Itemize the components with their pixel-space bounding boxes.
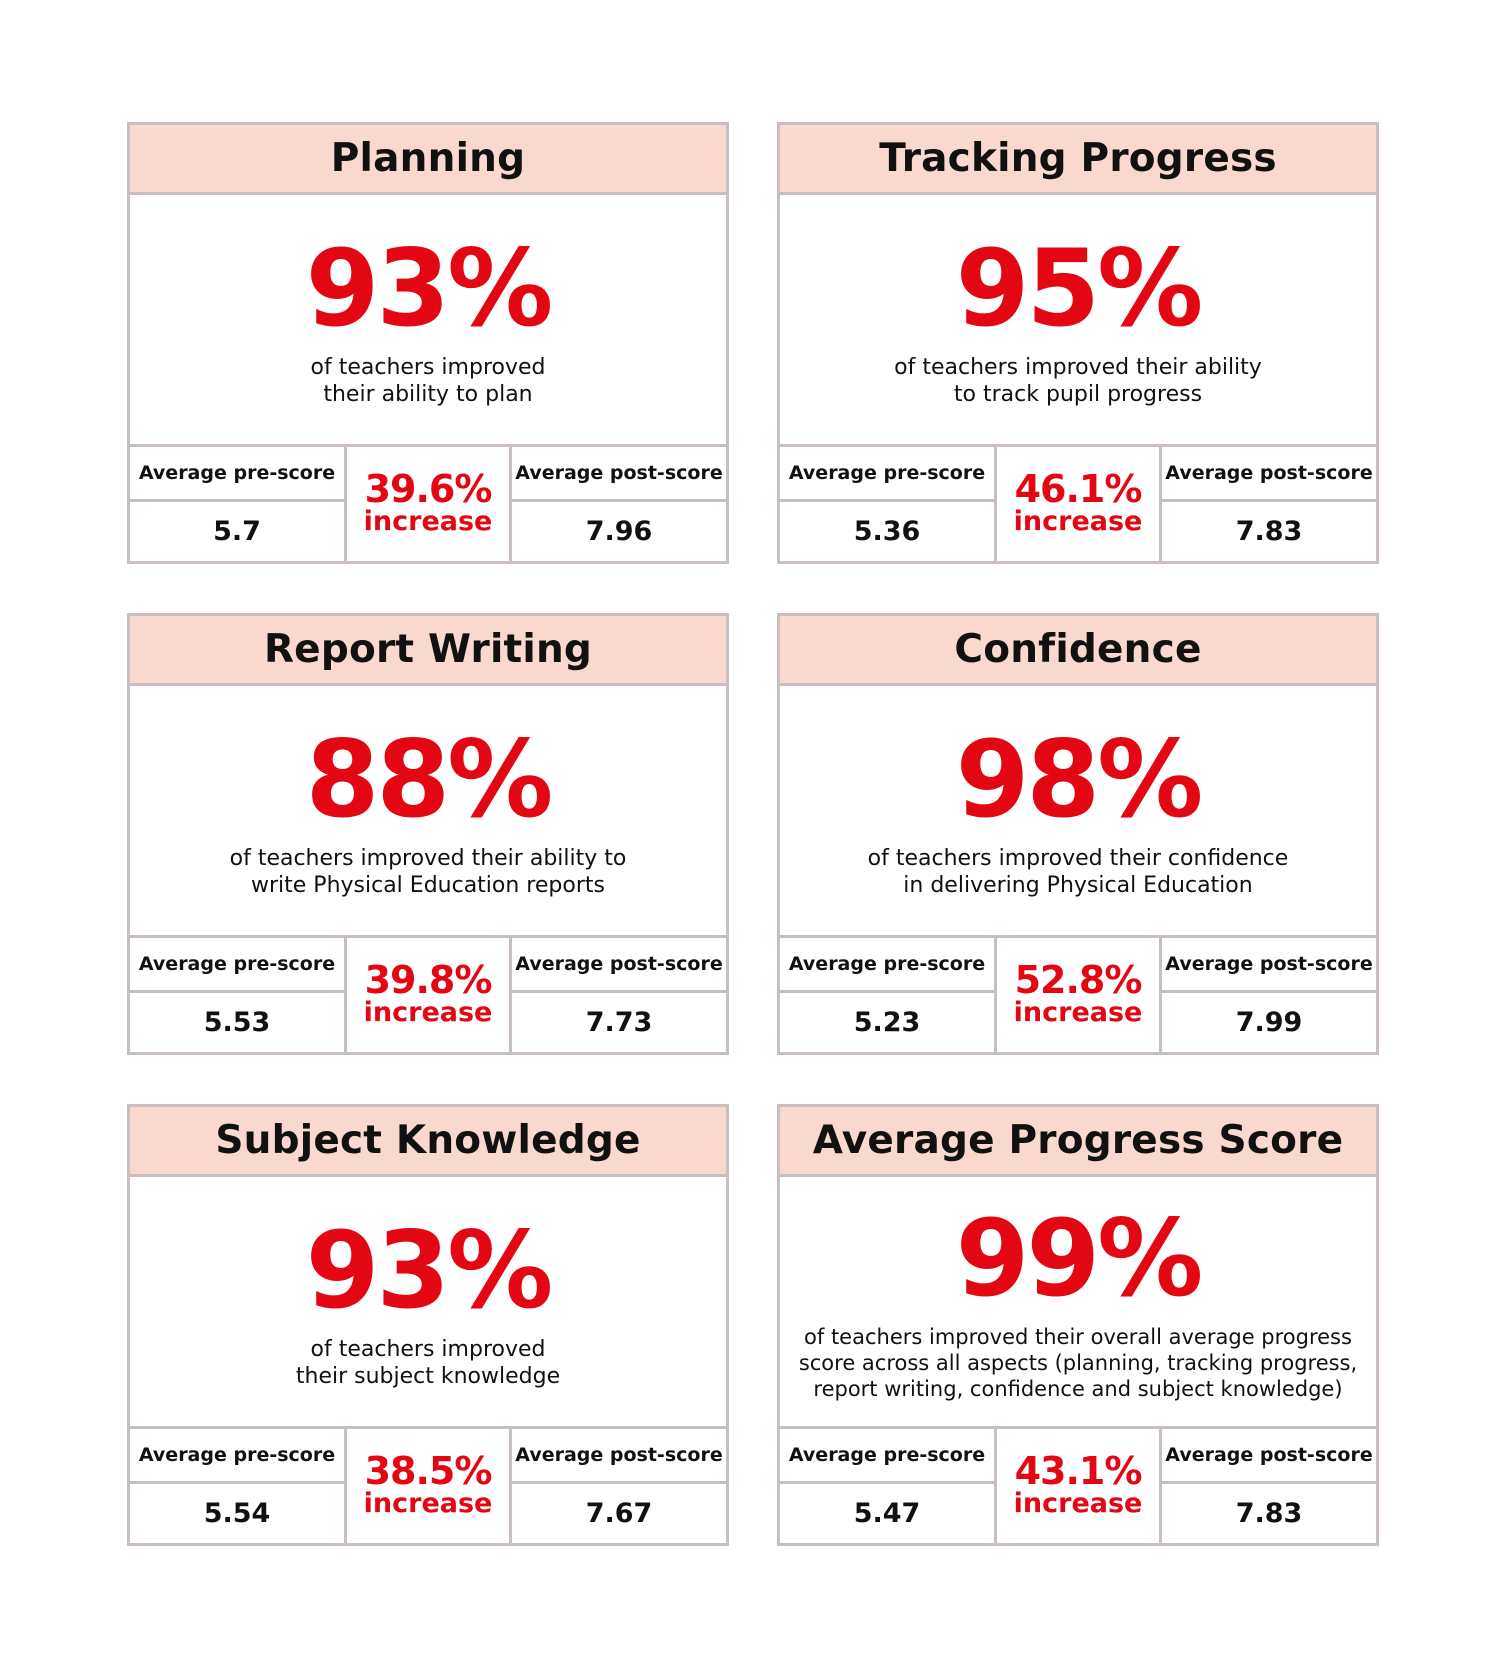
- headline-description: of teachers improved their ability to plan: [310, 354, 546, 407]
- post-score-label: Average post-score: [1162, 447, 1376, 502]
- pre-score-cell: [780, 447, 994, 561]
- post-score-cell: [512, 447, 726, 561]
- post-score-value: 7.83: [1235, 1498, 1303, 1529]
- stats-row: [780, 447, 1376, 561]
- post-score-label: Average post-score: [512, 447, 726, 502]
- increase-percent: 39.6%: [364, 467, 492, 511]
- pre-score-value: 5.53: [203, 1007, 271, 1038]
- post-score-value: 7.67: [585, 1498, 653, 1529]
- increase-word: increase: [363, 997, 493, 1028]
- increase-percent: 43.1%: [1014, 1449, 1142, 1493]
- post-score-cell: [1162, 938, 1376, 1052]
- post-score-label: Average post-score: [512, 1429, 726, 1484]
- stats-row: [130, 447, 726, 561]
- pre-score-value: 5.7: [213, 516, 261, 547]
- card-main: [780, 195, 1376, 447]
- increase-cell: [994, 938, 1162, 1052]
- card-title: Confidence: [780, 616, 1376, 686]
- headline-percent: 95%: [955, 226, 1201, 350]
- pre-score-label: Average pre-score: [130, 447, 344, 502]
- headline-percent: 93%: [305, 226, 551, 350]
- card-report-writing: [127, 613, 729, 1055]
- post-score-value: 7.83: [1235, 516, 1303, 547]
- card-title: Tracking Progress: [780, 125, 1376, 195]
- card-confidence: [777, 613, 1379, 1055]
- pre-score-cell: [130, 447, 344, 561]
- post-score-value: 7.96: [585, 516, 653, 547]
- card-title: Average Progress Score: [780, 1107, 1376, 1177]
- pre-score-label: Average pre-score: [130, 938, 344, 993]
- card-main: [130, 686, 726, 938]
- stats-row: [130, 938, 726, 1052]
- increase-cell: [994, 1429, 1162, 1543]
- pre-score-cell: [780, 938, 994, 1052]
- card-planning: [127, 122, 729, 564]
- pre-score-value: 5.36: [853, 516, 921, 547]
- increase-cell: [344, 447, 512, 561]
- pre-score-cell: [130, 1429, 344, 1543]
- stats-row: [130, 1429, 726, 1543]
- pre-score-label: Average pre-score: [780, 1429, 994, 1484]
- post-score-cell: [512, 1429, 726, 1543]
- stats-row: [780, 1429, 1376, 1543]
- card-main: [780, 1177, 1376, 1429]
- headline-description: of teachers improved their overall average progress score across all aspects (planning, tracking progress, report writing, confidence and subject knowledge): [798, 1324, 1358, 1401]
- headline-description: of teachers improved their ability to write Physical Education reports: [229, 845, 627, 898]
- increase-cell: [344, 1429, 512, 1543]
- post-score-label: Average post-score: [1162, 1429, 1376, 1484]
- post-score-value: 7.73: [585, 1007, 653, 1038]
- increase-percent: 52.8%: [1014, 958, 1142, 1002]
- pre-score-cell: [130, 938, 344, 1052]
- headline-percent: 98%: [955, 717, 1201, 841]
- headline-description: of teachers improved their subject knowledge: [295, 1336, 561, 1389]
- post-score-label: Average post-score: [512, 938, 726, 993]
- pre-score-label: Average pre-score: [130, 1429, 344, 1484]
- card-main: [130, 195, 726, 447]
- increase-word: increase: [1013, 506, 1143, 537]
- pre-score-cell: [780, 1429, 994, 1543]
- card-title: Subject Knowledge: [130, 1107, 726, 1177]
- headline-percent: 88%: [305, 717, 551, 841]
- card-title: Report Writing: [130, 616, 726, 686]
- card-average-progress-score: [777, 1104, 1379, 1546]
- increase-word: increase: [1013, 997, 1143, 1028]
- post-score-value: 7.99: [1235, 1007, 1303, 1038]
- card-tracking-progress: [777, 122, 1379, 564]
- card-subject-knowledge: [127, 1104, 729, 1546]
- headline-description: of teachers improved their confidence in delivering Physical Education: [867, 845, 1289, 898]
- pre-score-value: 5.47: [853, 1498, 921, 1529]
- increase-word: increase: [363, 1488, 493, 1519]
- increase-cell: [994, 447, 1162, 561]
- increase-percent: 38.5%: [364, 1449, 492, 1493]
- post-score-cell: [512, 938, 726, 1052]
- pre-score-value: 5.54: [203, 1498, 271, 1529]
- post-score-cell: [1162, 1429, 1376, 1543]
- card-main: [130, 1177, 726, 1429]
- card-main: [780, 686, 1376, 938]
- post-score-cell: [1162, 447, 1376, 561]
- post-score-label: Average post-score: [1162, 938, 1376, 993]
- pre-score-value: 5.23: [853, 1007, 921, 1038]
- increase-percent: 39.8%: [364, 958, 492, 1002]
- card-title: Planning: [130, 125, 726, 195]
- increase-cell: [344, 938, 512, 1052]
- stats-row: [780, 938, 1376, 1052]
- pre-score-label: Average pre-score: [780, 938, 994, 993]
- headline-description: of teachers improved their ability to track pupil progress: [894, 354, 1262, 407]
- increase-word: increase: [1013, 1488, 1143, 1519]
- headline-percent: 99%: [955, 1196, 1201, 1320]
- headline-percent: 93%: [305, 1208, 551, 1332]
- increase-word: increase: [363, 506, 493, 537]
- pre-score-label: Average pre-score: [780, 447, 994, 502]
- increase-percent: 46.1%: [1014, 467, 1142, 511]
